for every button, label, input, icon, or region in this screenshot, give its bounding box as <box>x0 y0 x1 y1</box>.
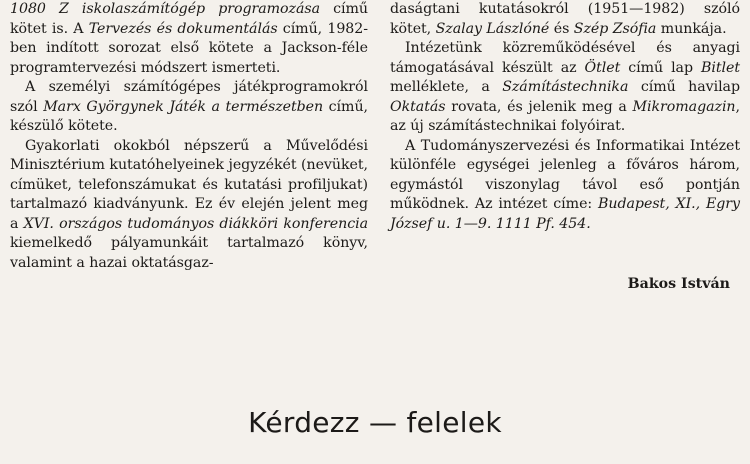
text-run: című, készülő kötete. <box>10 98 368 134</box>
text-run: melléklete, a <box>390 79 503 95</box>
italic-text-run: Számítástechnika <box>502 79 629 95</box>
italic-text-run: Játék a természetben <box>169 98 324 115</box>
text-run: A Tudományszervezési és Informatikai Intézet különféle egységei jelenleg a főváros három, egymástól viszonylag távol eső pontján működnek. Az intézet címe: <box>390 137 740 212</box>
left-paragraph-2 <box>10 78 368 137</box>
right-paragraph-2 <box>390 39 740 137</box>
text-run: Gyakorlati okokból népszerű a Művelődési Minisztérium kutatóhelyeinek jegyzékét (nevüket, címüket, telefonszámukat és kutatási profiljukat) tartalmazó kiadványunk. Ez év elején jelent meg a <box>10 137 368 232</box>
right-column <box>390 0 740 234</box>
text-run: munkája. <box>656 20 727 37</box>
right-paragraph-1 <box>390 0 740 39</box>
text-run: Intézetünk közreműködésével és anyagi támogatásával készült az <box>390 40 740 76</box>
text-run: daságtani kutatásokról (1951—1982) szóló kötet, <box>390 1 740 37</box>
author-signature: Bakos István <box>627 276 730 292</box>
italic-text-run: Ötlet <box>584 59 621 76</box>
italic-text-run: XVI. országos tudományos diákköri konferencia <box>23 215 368 232</box>
italic-text-run: Szép Zsófia <box>573 20 657 37</box>
text-run: című havilap <box>628 79 740 95</box>
left-paragraph-3 <box>10 137 368 274</box>
text-run: , az új számítástechnikai folyóirat. <box>390 98 740 134</box>
italic-text-run: Tervezés és dokumentálás <box>88 20 278 37</box>
italic-text-run: Bitlet <box>701 59 740 76</box>
text-run: című lap <box>620 59 701 76</box>
text-run: című, 1982-ben indított sorozat első kötete a Jackson-féle programtervezési módszert ismerteti. <box>10 20 368 76</box>
text-run: kiemelkedő pályamunkáit tartalmazó könyv, valamint a hazai oktatásgaz- <box>10 235 368 271</box>
section-heading: Kérdezz — felelek <box>248 406 502 439</box>
text-run: A személyi számítógépes játékprogramokról szól <box>10 79 368 115</box>
left-column <box>10 0 368 273</box>
italic-text-run: Szalay Lászlóné <box>435 20 550 37</box>
italic-text-run: Mikromagazin <box>632 98 736 115</box>
text-run: című kötet is. A <box>10 1 368 37</box>
text-run: és <box>549 20 574 37</box>
italic-text-run: Budapest, XI., Egry József u. 1—9. 1111 Pf. 454. <box>390 196 740 232</box>
left-paragraph-1 <box>10 0 368 78</box>
italic-text-run: 1080 Z iskolaszámítógép programozása <box>10 1 320 17</box>
italic-text-run: Marx Györgynek <box>43 98 164 115</box>
text-run: rovata, és jelenik meg a <box>445 98 633 115</box>
right-paragraph-3 <box>390 137 740 235</box>
italic-text-run: Oktatás <box>390 98 446 115</box>
